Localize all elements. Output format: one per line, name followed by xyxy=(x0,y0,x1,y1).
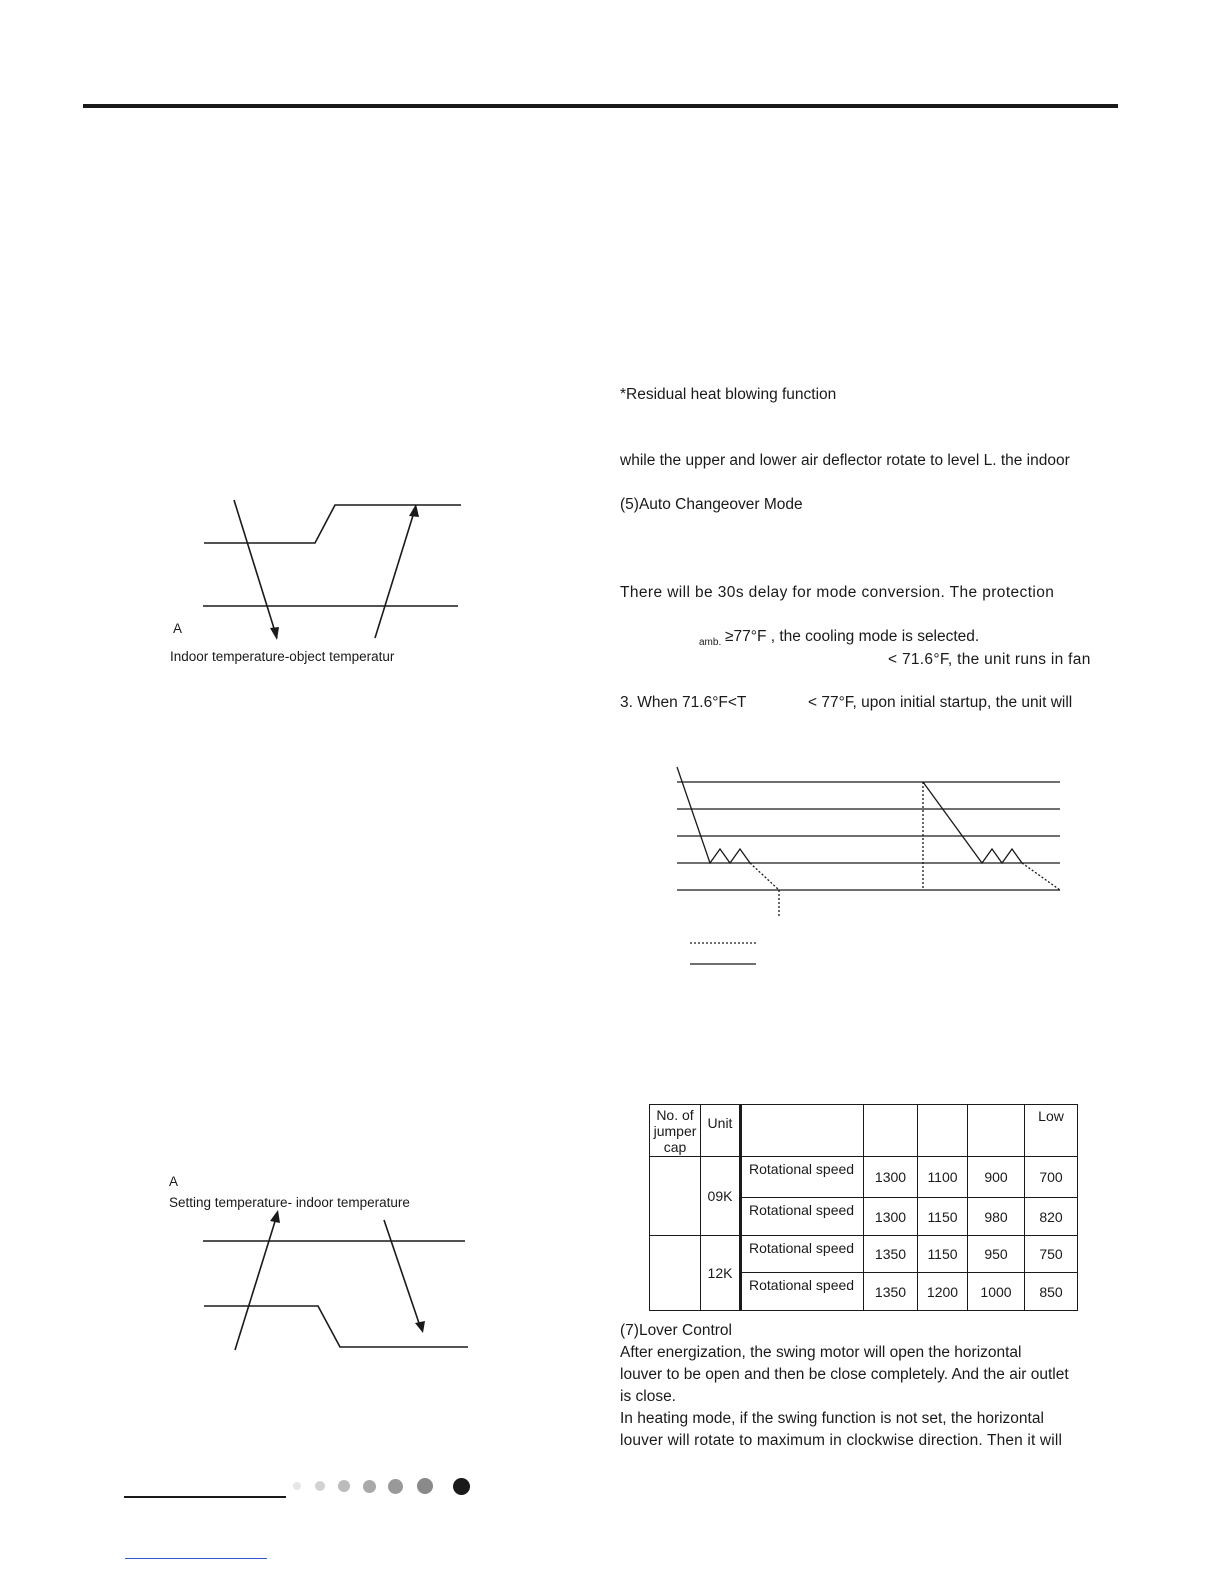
row-value: 1350 xyxy=(864,1273,918,1311)
header-col6 xyxy=(968,1105,1025,1157)
table-row xyxy=(650,1157,1078,1198)
header-jumper-cap: No. of jumper cap xyxy=(650,1105,701,1157)
cooling-condition-line: ≥77°F , the cooling mode is selected. xyxy=(725,628,980,645)
auto-changeover-title: (5)Auto Changeover Mode xyxy=(620,496,803,513)
row-label: Rotational speed xyxy=(741,1236,864,1273)
louver-line-2: louver to be open and then be close completely. And the air outlet xyxy=(620,1366,1069,1383)
row-value: 1300 xyxy=(864,1198,918,1236)
row-label: Rotational speed xyxy=(741,1198,864,1236)
diagram-setting-indoor-temperature xyxy=(200,1205,500,1355)
jumper-cap-speed-table xyxy=(649,1104,1078,1311)
row-value: 700 xyxy=(1025,1157,1078,1198)
row-value: 820 xyxy=(1025,1198,1078,1236)
residual-heat-line: while the upper and lower air deflector rotate to level L. the indoor xyxy=(620,452,1070,469)
page-dot xyxy=(363,1480,376,1493)
row-jumper xyxy=(650,1157,701,1236)
diagram2-label-a: A xyxy=(169,1174,179,1189)
header-rule xyxy=(83,104,1118,108)
louver-line-3: is close. xyxy=(620,1388,676,1405)
page-dot xyxy=(388,1479,403,1494)
row-value: 1150 xyxy=(918,1236,968,1273)
row-unit: 12K xyxy=(701,1236,741,1311)
row-value: 980 xyxy=(968,1198,1025,1236)
header-low: Low xyxy=(1025,1105,1078,1157)
row-value: 1100 xyxy=(918,1157,968,1198)
diagram2-caption: Setting temperature- indoor temperature xyxy=(169,1195,410,1210)
row-value: 1200 xyxy=(918,1273,968,1311)
row-label: Rotational speed xyxy=(741,1273,864,1311)
row-value: 900 xyxy=(968,1157,1025,1198)
diagram1-caption: Indoor temperature-object temperatur xyxy=(170,649,395,664)
diagram-indoor-object-temperature xyxy=(165,495,465,670)
condition3-suffix: < 77°F, upon initial startup, the unit will xyxy=(808,694,1073,711)
page-dot xyxy=(453,1478,470,1495)
page-dot xyxy=(417,1478,433,1494)
amb-subscript: amb. xyxy=(699,637,722,648)
louver-title: (7)Lover Control xyxy=(620,1322,732,1339)
footer-link-underline xyxy=(125,1558,267,1559)
row-value: 1300 xyxy=(864,1157,918,1198)
row-jumper xyxy=(650,1236,701,1311)
residual-heat-title: *Residual heat blowing function xyxy=(620,386,837,403)
row-value: 1150 xyxy=(918,1198,968,1236)
table-row xyxy=(650,1236,1078,1273)
header-col4 xyxy=(864,1105,918,1157)
row-value: 1350 xyxy=(864,1236,918,1273)
page-dot xyxy=(293,1482,301,1490)
diagram-mode-switching xyxy=(670,762,1070,982)
row-value: 850 xyxy=(1025,1273,1078,1311)
row-value: 1000 xyxy=(968,1273,1025,1311)
row-value: 750 xyxy=(1025,1236,1078,1273)
header-col5 xyxy=(918,1105,968,1157)
fan-condition-line: < 71.6°F, the unit runs in fan xyxy=(888,651,1091,668)
louver-line-4: In heating mode, if the swing function is not set, the horizontal xyxy=(620,1410,1044,1427)
louver-line-5: louver will rotate to maximum in clockwise direction. Then it will xyxy=(620,1432,1063,1449)
diagram1-label-a: A xyxy=(173,621,183,636)
row-value: 950 xyxy=(968,1236,1025,1273)
mode-conversion-delay-line: There will be 30s delay for mode conversion. The protection xyxy=(620,584,1055,601)
header-unit: Unit xyxy=(701,1105,741,1157)
header-col3 xyxy=(741,1105,864,1157)
footer-rule xyxy=(124,1496,286,1498)
page-dot xyxy=(338,1480,350,1492)
page-dot xyxy=(315,1481,325,1491)
row-unit: 09K xyxy=(701,1157,741,1236)
row-label: Rotational speed xyxy=(741,1157,864,1198)
condition3-prefix: 3. When 71.6°F<T xyxy=(620,694,747,711)
louver-line-1: After energization, the swing motor will open the horizontal xyxy=(620,1344,1022,1361)
